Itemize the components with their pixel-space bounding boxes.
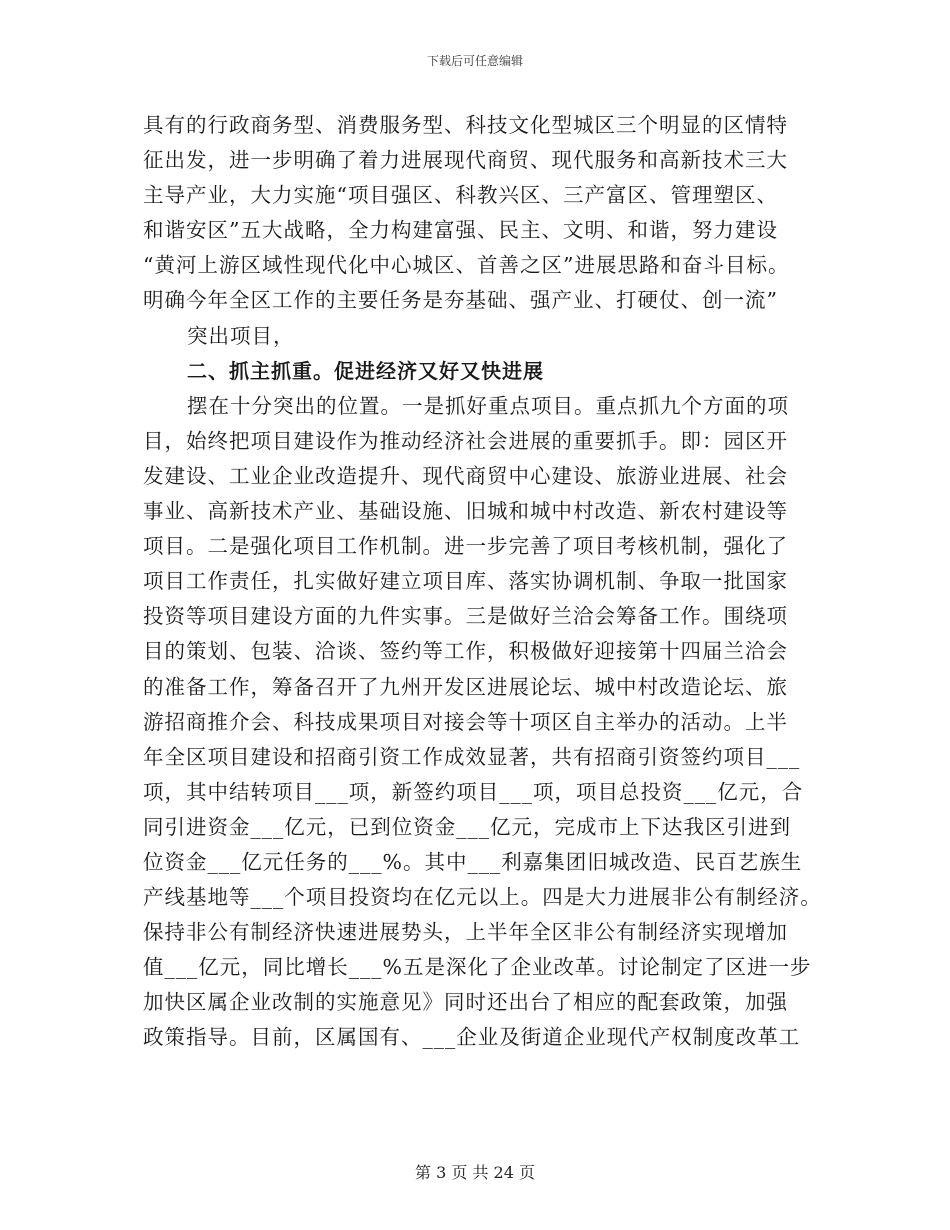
text-line: 年全区项目建设和招商引资工作成效显著，共有招商引资签约项目___ (143, 744, 801, 769)
document-body (143, 108, 823, 1056)
text-line: 保持非公有制经济快速进展势头，上半年全区非公有制经济实现增加 (143, 920, 788, 945)
text-line: 明确今年全区工作的主要任务是夯基础、强产业、打硬仗、创一流” (143, 288, 778, 313)
page-header: 下载后可任意编辑 (426, 54, 523, 68)
text-line: 和谐安区”五大战略，全力构建富强、民主、文明、和谐，努力建设 (143, 218, 778, 243)
section-heading: 二、抓主抓重。促进经济又好又快进展 (187, 358, 544, 383)
text-line: 位资金___亿元任务的___%。其中___利嘉集团旧城改造、民百艺族生 (143, 849, 803, 874)
text-line: 投资等项目建设方面的九件实事。三是做好兰洽会筹备工作。围绕项 (143, 604, 788, 629)
text-line: 事业、高新技术产业、基础设施、旧城和城中村改造、新农村建设等 (143, 499, 788, 524)
text-line: 目，始终把项目建设作为推动经济社会进展的重要抓手。即：园区开 (143, 428, 788, 453)
text-line: 的准备工作，筹备召开了九州开发区进展论坛、城中村改造论坛、旅 (143, 674, 788, 699)
text-line: 发建设、工业企业改造提升、现代商贸中心建设、旅游业进展、社会 (143, 463, 788, 488)
text-line: 加快区属企业改制的实施意见》同时还出台了相应的配套政策，加强 (143, 990, 788, 1015)
text-line: 主导产业，大力实施“项目强区、科教兴区、三产富区、管理塑区、 (143, 183, 778, 208)
text-line: 目的策划、包装、洽谈、签约等工作，积极做好迎接第十四届兰洽会 (143, 639, 788, 664)
text-line: 征出发，进一步明确了着力进展现代商贸、现代服务和高新技术三大 (143, 148, 788, 173)
text-line: 摆在十分突出的位置。一是抓好重点项目。重点抓九个方面的项 (187, 393, 789, 418)
short-line: 突出项目， (187, 323, 295, 348)
text-line: 项目。二是强化项目工作机制。进一步完善了项目考核机制，强化了 (143, 534, 788, 559)
text-line: “黄河上游区域性现代化中心城区、首善之区”进展思路和奋斗目标。 (143, 253, 790, 278)
text-line: 具有的行政商务型、消费服务型、科技文化型城区三个明显的区情特 (143, 113, 788, 137)
text-line: 产线基地等___个项目投资均在亿元以上。四是大力进展非公有制经济。 (143, 885, 822, 910)
text-line: 游招商推介会、科技成果项目对接会等十项区自主举办的活动。上半 (143, 709, 788, 734)
text-line: 同引进资金___亿元，已到位资金___亿元，完成市上下达我区引进到 (143, 814, 791, 839)
text-line: 政策指导。目前，区属国有、___企业及街道企业现代产权制度改革工 (143, 1025, 801, 1050)
text-line: 项目工作责任，扎实做好建立项目库、落实协调机制、争取一批国家 (143, 569, 788, 594)
text-line: 值___亿元，同比增长___%五是深化了企业改革。讨论制定了区进一步 (143, 955, 812, 980)
page-number-footer: 第 3 页 共 24 页 (415, 1163, 535, 1182)
text-line: 项，其中结转项目___项，新签约项目___项，项目总投资___亿元，合 (143, 779, 804, 804)
